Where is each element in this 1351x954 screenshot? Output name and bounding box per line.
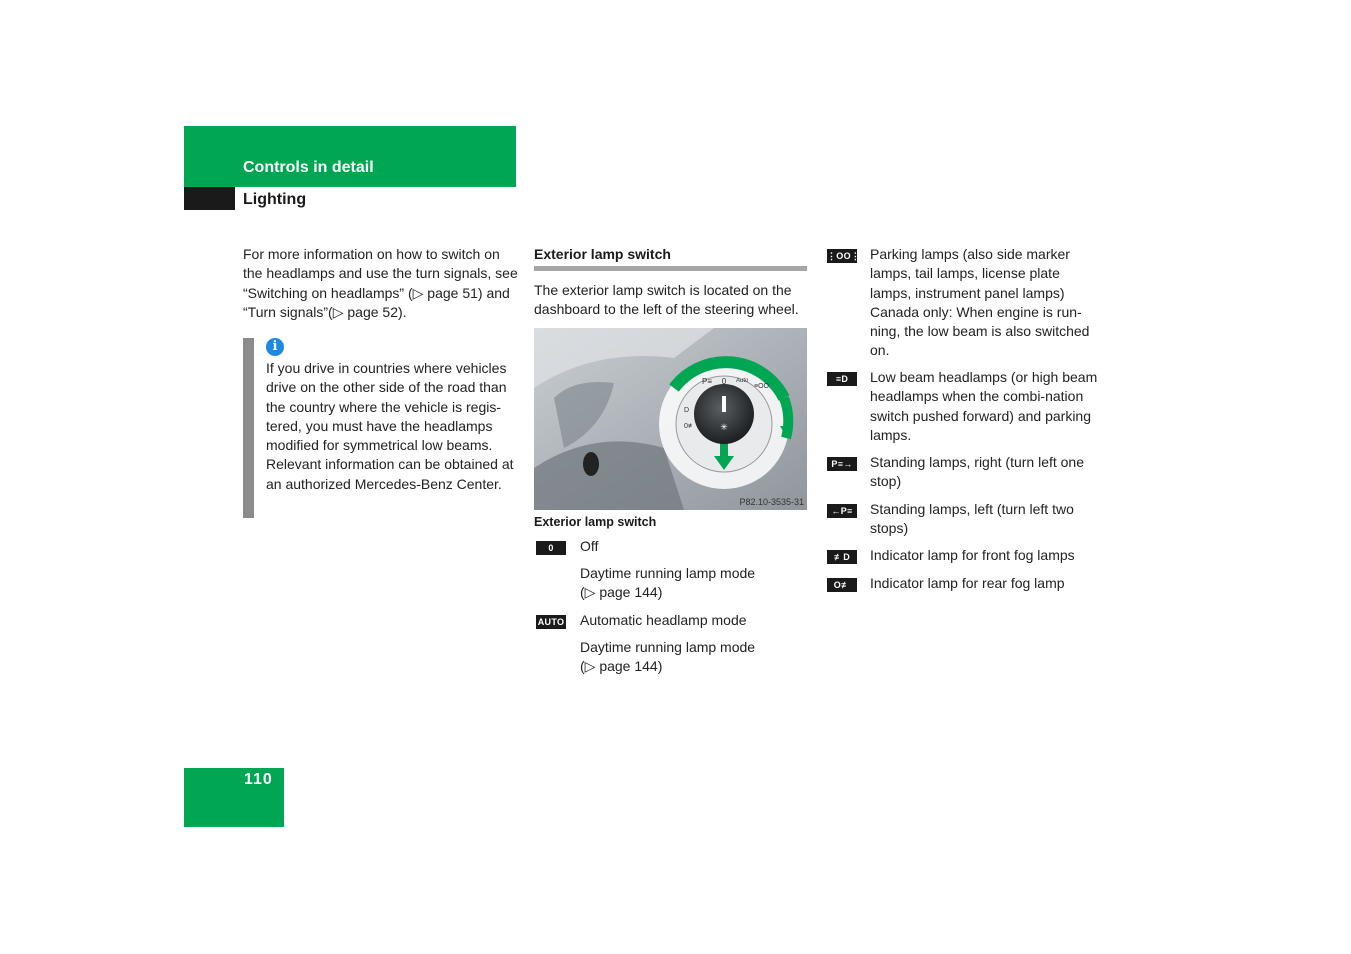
rear-fog-lamp-icon: O≢ [827, 578, 857, 592]
svg-text:D: D [684, 407, 690, 414]
svg-text:≡OO: ≡OO [754, 383, 769, 390]
svg-text:0≢: 0≢ [684, 423, 695, 430]
svg-text:Auto: Auto [736, 378, 749, 384]
standing-lamp-right-text: Standing lamps, right (turn left one stop) [870, 454, 1085, 490]
daytime-mode-page-ref: (▷ page 144) [580, 584, 663, 600]
daytime-mode-page-ref-2: (▷ page 144) [580, 658, 663, 674]
low-beam-text: Low beam headlamps (or high beam headlamps when the combi-nation switch pushed forward) and parking lamps. [870, 369, 1098, 443]
auto-position-symbol: AUTO [537, 617, 565, 627]
section-tab [184, 187, 235, 210]
note-bar [243, 338, 254, 518]
svg-text:✳: ✳ [720, 422, 728, 432]
front-fog-lamp-text: Indicator lamp for front fog lamps [870, 547, 1075, 563]
section-title: Lighting [243, 191, 307, 208]
auto-mode-label: Automatic headlamp mode [580, 612, 747, 628]
rear-fog-lamp-text: Indicator lamp for rear fog lamp [870, 575, 1065, 591]
front-fog-lamp-icon: ≢D [827, 550, 857, 564]
off-position-symbol: 0 [536, 541, 566, 555]
standing-lamp-right-icon: P≡→ [827, 457, 857, 471]
figure-code: P82.10-3535-31 [739, 497, 804, 507]
low-beam-icon: ≡D [827, 372, 857, 386]
section-heading: Exterior lamp switch [534, 246, 671, 262]
exterior-switch-intro: The exterior lamp switch is located on the dashboard to the left of the steering wheel. [534, 282, 799, 318]
lamp-switch-figure [534, 328, 807, 510]
exterior-switch-section [534, 245, 807, 264]
daytime-mode-label-2: Daytime running lamp mode [580, 639, 756, 655]
heading-rule [534, 266, 807, 271]
info-icon: i [266, 338, 284, 356]
off-label: Off [580, 538, 599, 554]
standing-lamp-left-text: Standing lamps, left (turn left two stops) [870, 501, 1074, 537]
page-number: 110 [244, 771, 273, 788]
svg-text:P≡: P≡ [702, 377, 713, 386]
chapter-title: Controls in detail [243, 159, 374, 176]
parking-lamps-text: Parking lamps (also side marker lamps, tail lamps, license plate lamps, instrument panel lamps) Canada only: When engine is run-ning, the low beam is also switched on. [870, 246, 1090, 359]
note-text: If you drive in countries where vehicles drive on the other side of the road than the country where the vehicle is regis-tered, you must have the headlamps modified for symmetrical low beams. Relevant information can be obtained at an authorized Mercedes-Benz Center. [266, 360, 514, 492]
intro-paragraph: For more information on how to switch on the headlamps and use the turn signals, see “Switching on headlamps” (▷ page 51) and “Turn signals”(▷ page 52). [243, 246, 518, 320]
parking-lamp-icon: ⋮OO⋮ [827, 251, 861, 261]
svg-text:0: 0 [721, 377, 727, 386]
figure-caption: Exterior lamp switch [534, 515, 657, 529]
header-band [184, 126, 516, 187]
standing-lamp-left-icon: ←P≡ [827, 504, 857, 518]
daytime-mode-label: Daytime running lamp mode [580, 565, 756, 581]
info-note [243, 338, 518, 518]
lamp-switch-illustration [534, 328, 807, 510]
